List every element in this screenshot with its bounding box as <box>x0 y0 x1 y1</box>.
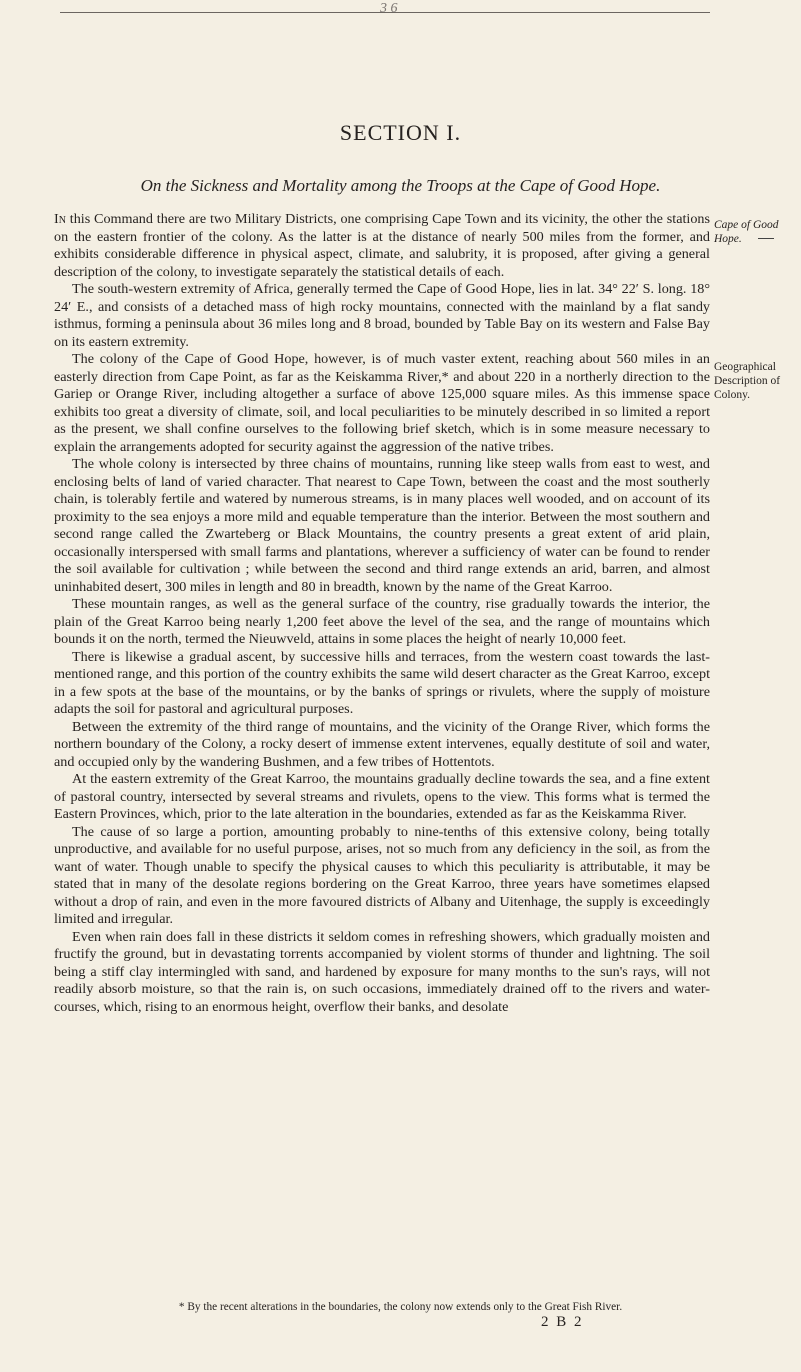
margin-note-cape: Cape of Good Hope. <box>714 219 779 245</box>
section-title: SECTION I. <box>339 120 462 145</box>
paragraph: Between the extremity of the third range of mountains, and the vicinity of the Orange River, which forms the northern boundary of the Colony, a rocky desert of immense extent intervenes, equally destitute of soil and water, and occupied only by the wandering Bushmen, and a few tribes of Hottentots. <box>54 718 710 770</box>
paragraph: The colony of the Cape of Good Hope, however, is of much vaster extent, reaching about 560 miles in an easterly direction from Cape Point, as far as the Keiskamma River,* and about 220 in a northerly direction to the Gariep or Orange River, including altogether a surface of above 125,000 square miles. As this immense space exhibits too great a diversity of climate, soil, and local peculiarities to be minutely described in so limited a report as the present, we shall confine ourselves to the following brief sketch, which is in some measure necessary to explain the arrangements adopted for security against the aggression of the native tribes. <box>54 351 710 455</box>
signature-mark: 2 B 2 <box>541 1314 584 1330</box>
paragraph: These mountain ranges, as well as the general surface of the country, rise gradually towards the interior, the plain of the Great Karroo being nearly 1,200 feet above the level of the sea, and the range of mountains which bounds it on the north, termed the Nieuwveld, attains in some places the height of nearly 10,000 feet. <box>54 596 710 647</box>
footnote: * By the recent alterations in the boundaries, the colony now extends only to the Great Fish River. <box>178 1301 623 1313</box>
margin-dash <box>758 238 774 239</box>
paragraph: Even when rain does fall in these districts it seldom comes in refreshing showers, which gradually moisten and fructify the ground, but in devastating torrents accompanied by violent storms of thunder and lightning. The soil being a stiff clay intermingled with sand, and hardened by exposure for many months to the sun's rays, will not readily absorb moisture, so that the rain is, on such occasions, immediately drained off to the rivers and water-courses, which, rising to an enormous height, overflow their banks, and desolate <box>54 928 710 1015</box>
margin-note-geography: Geographical Description of Colony. <box>714 361 781 401</box>
pencil-mark: 3 6 <box>380 1 398 16</box>
paragraph: At the eastern extremity of the Great Karroo, the mountains gradually decline towards the sea, and a fine extent of pastoral country, intersected by several streams and rivulets, opens to the view. This forms what is termed the Eastern Provinces, which, prior to the late alteration in the boundaries, extended as far as the Keiskamma River. <box>54 771 710 822</box>
paragraph: The south-western extremity of Africa, generally termed the Cape of Good Hope, lies in lat. 34° 22′ S. long. 18° 24′ E., and consists of a detached mass of high rocky mountains, connected with the mainland by a flat sandy isthmus, forming a peninsula about 36 miles long and 8 broad, bounded by Table Bay on its western and False Bay on its eastern extremity. <box>54 281 710 350</box>
paragraph: In this Command there are two Military Districts, one comprising Cape Town and its vicinity, the other the stations on the eastern frontier of the colony. As the latter is at the distance of nearly 500 miles from the former, and exhibits considerable difference in physical aspect, climate, and salubrity, it is proposed, after giving a general description of the colony, to investigate separately the statistical details of each. <box>54 211 710 280</box>
paragraph: There is likewise a gradual ascent, by successive hills and terraces, from the western coast towards the last-mentioned range, and this portion of the country exhibits the same wild desert character as the Great Karroo, except in a few spots at the base of the mountains, or by the banks of springs or rivulets, where the supply of moisture adapts the soil for pastoral and agricultural purposes. <box>54 648 710 717</box>
drop-word: In <box>54 211 66 227</box>
body-text <box>54 211 710 1016</box>
section-subtitle: On the Sickness and Mortality among the Troops at the Cape of Good Hope. <box>140 176 661 195</box>
paragraph: The cause of so large a portion, amounting probably to nine-tenths of this extensive colony, being totally unproductive, and available for no useful purpose, arises, not so much from any deficiency in the soil, as from the want of water. Though unable to specify the physical causes to which this peculiarity is attributable, it may be stated that in many of the desolate regions bordering on the Great Karroo, three years have sometimes elapsed without a drop of rain, and even in the more favoured districts of Albany and Uitenhage, the supply is exceedingly limited and irregular. <box>54 823 710 927</box>
paragraph: The whole colony is intersected by three chains of mountains, running like steep walls from east to west, and enclosing belts of land of varied character. That nearest to Cape Town, between the coast and the most southerly chain, is tolerably fertile and watered by numerous streams, is in many places well wooded, and on account of its proximity to the sea enjoys a more mild and equable temperature than the interior. Between the most southern and second range called the Zwarteberg or Black Mountains, the country presents a great extent of arid plain, occasionally interspersed with small farms and plantations, wherever a sufficiency of water can be found to render the soil available for cultivation ; while between the second and third range extends an arid, barren, and almost uninhabited desert, 300 miles in length and 80 in breadth, known by the name of the Great Karroo. <box>54 456 710 595</box>
